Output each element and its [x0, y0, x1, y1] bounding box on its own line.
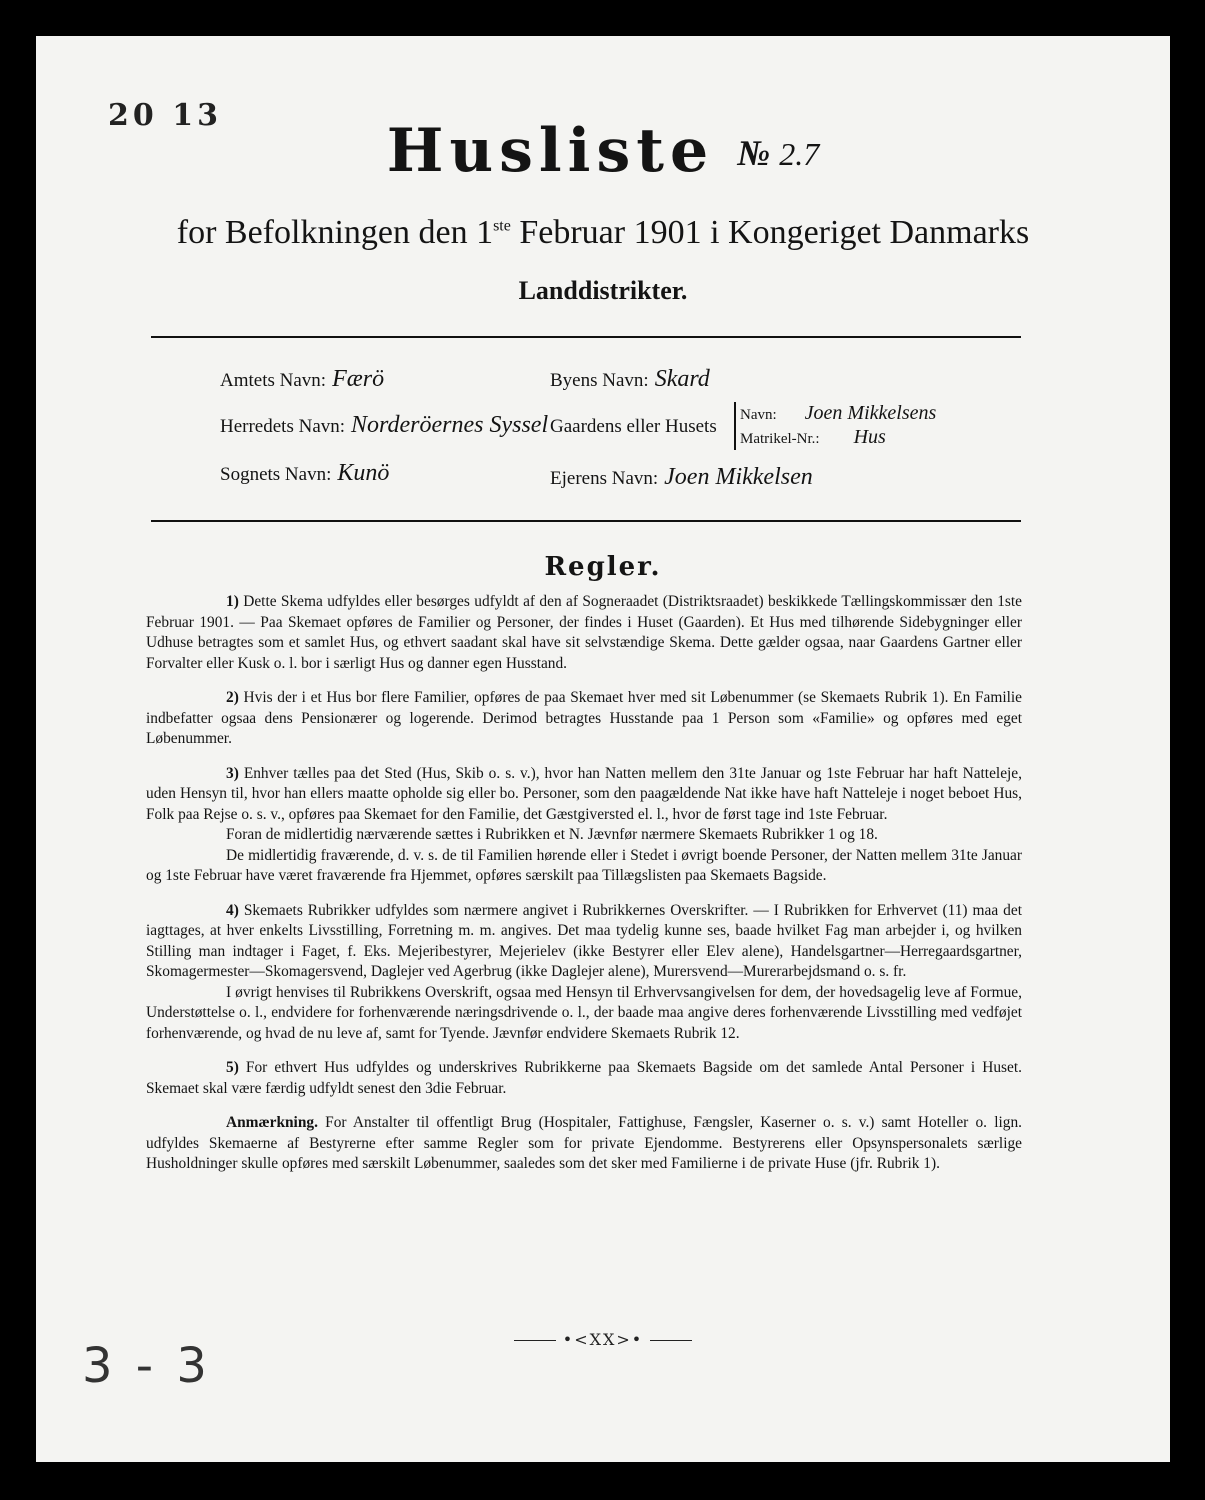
rule-5-text: For ethvert Hus udfyldes og underskrives Rubrikkerne paa Skemaets Bagside om det samlede Antal Personer i Huset. Skemaet skal være færdig udfyldt senest den 3die Februar.: [146, 1059, 1022, 1097]
amt-value: Færö: [332, 366, 385, 392]
number-sign: №: [737, 133, 771, 173]
by-field: [550, 366, 710, 393]
district-type: Landdistrikter.: [518, 276, 688, 305]
sogn-label: Sognets Navn:: [220, 464, 332, 485]
navn-label: Navn:: [740, 407, 777, 423]
by-label: Byens Navn:: [550, 370, 649, 391]
top-divider: [151, 336, 1021, 338]
title-row: [36, 116, 1170, 186]
ornament-glyph: •<XX>•: [562, 1330, 644, 1349]
navn-row: [740, 402, 936, 426]
by-value: Skard: [654, 366, 710, 392]
annotation-label: Anmærkning.: [226, 1114, 318, 1131]
rule-2-text: Hvis der i et Hus bor flere Familier, opføres de paa Skemaet hver med sit Løbenummer (se Skemaets Rubrik 1). En Familie indbefatter ogsaa dens Pensionærer og logerende. Derimod betragtes Husstande paa 1 Person som «Familie» og opføres med eget Løbenummer.: [146, 689, 1022, 747]
rule-3b: Foran de midlertidig nærværende sættes i Rubrikken et N. Jævnfør nærmere Skemaets Rubrikker 1 og 18.: [226, 826, 878, 843]
sogn-value: Kunö: [337, 460, 390, 486]
rule-2-number: 2): [226, 689, 239, 706]
herred-label: Herredets Navn:: [220, 416, 346, 437]
ornament-line-right: [650, 1340, 692, 1341]
rule-5-number: 5): [226, 1059, 239, 1076]
rule-4: [146, 901, 1022, 983]
subtitle-post: Februar 1901 i Kongeriget Danmarks: [510, 214, 1030, 251]
annotation: [146, 1113, 1022, 1175]
ornament-line-left: [514, 1340, 556, 1341]
herred-field: [220, 412, 548, 439]
rule-5: [146, 1058, 1022, 1099]
subtitle-pre: for Befolkningen den 1: [176, 214, 494, 251]
rules-text: [146, 592, 1022, 1189]
ejer-field: [550, 464, 813, 491]
rule-3-number: 3): [226, 764, 239, 782]
page-title: Husliste: [386, 116, 715, 186]
herred-value: Norderöernes Syssel: [351, 412, 549, 438]
rule-4b: I øvrigt henvises til Rubrikkens Overskrift, ogsaa med Hensyn til Erhvervsangivelsen for dem, der hovedsagelig leve af Formue, Understøttelse o. l., endvidere for forhenværende næringsdrivende o. l., der baade maa angive deres forhenværende Livsstilling med vedføjet forhenværende, og hvad de nu leve af, samt for Tyende. Jævnfør endvidere Skemaets Rubrik 12.: [146, 983, 1022, 1042]
rule-1: [146, 592, 1022, 674]
matrikel-value: Hus: [853, 426, 886, 448]
rule-1-number: 1): [226, 593, 239, 610]
list-number: [737, 132, 819, 174]
amt-field: [220, 366, 384, 393]
sogn-field: [220, 460, 389, 487]
handwritten-number: 3 - 3: [82, 1338, 211, 1394]
ejer-label: Ejerens Navn:: [550, 468, 659, 489]
rule-1-text: Dette Skema udfyldes eller besørges udfyldt af den af Sogneraadet (Distriktsraadet) beskikkede Tællingskommissær den 1ste Februar 1901. — Paa Skemaet opføres de Familier og Personer, der findes i Huset (Gaarden). Et Hus med tilhørende Sidebygninger eller Udhuse betragtes som et samlet Hus, og ethvert saadant skal have sit selvstændige Skema. Dette gælder ogsaa, naar Gaardens Gartner eller Forvalter eller Kusk o. l. bor i særligt Hus og danner egen Husstand.: [146, 593, 1022, 672]
gaard-label: Gaardens eller Husets: [550, 416, 717, 437]
corner-number: 20 13: [108, 98, 222, 133]
rule-3c: De midlertidig fraværende, d. v. s. de til Familien hørende eller i Stedet i øvrigt boende Personer, der Natten mellem 31te Januar og 1ste Februar have været fraværende fra Hjemmet, opføres særskilt paa Tillægslisten paa Skemaets Bagside.: [146, 846, 1022, 884]
list-number-value: 2.7: [779, 136, 820, 172]
matrikel-row: [740, 426, 936, 450]
amt-label: Amtets Navn:: [220, 370, 327, 391]
subtitle-sup: ste: [493, 217, 511, 235]
rule-3-text: Enhver tælles paa det Sted (Hus, Skib o. s. v.), hvor han Natten mellem den 31te Januar og 1ste Februar har haft Natteleje, uden Hensyn til, hvor han ellers maatte opholde sig eller bo. Personer, som den paagældende Nat ikke have haft Natteleje i noget beboet Hus, Folk paa Rejse o. s. v., opføres paa Skemaet for den Familie, det Gæstgiversted el. l., hvor de først tage ind 1ste Februar.: [146, 764, 1022, 823]
ejer-value: Joen Mikkelsen: [664, 464, 813, 490]
matrikel-label: Matrikel-Nr.:: [740, 431, 820, 447]
subtitle: [36, 214, 1170, 252]
rule-3: [146, 764, 1022, 826]
rule-4-text: Skemaets Rubrikker udfyldes som nærmere angivet i Rubrikkernes Overskrifter. — I Rubrikken for Erhvervet (11) maa det iagttages, at hver enkelts Livsstilling, Forretning m. m. angives. Det maa tydelig kunne ses, baade hvilket Fag man arbejder i, og hvilken Stilling man indtager i Faget, f. Eks. Mejeribestyrer, Mejerielev (ikke Bestyrer eller Elev alene), Handelsgartner—Herregaardsgartner, Skomagermester—Skomagersvend, Daglejer ved Agerbrug (ikke Daglejer alene), Murersvend—Murerarbejdsmand o. s. fr.: [146, 901, 1022, 980]
gaard-bracket: [734, 402, 936, 450]
fields-divider: [151, 520, 1021, 522]
rule-4-number: 4): [226, 901, 239, 919]
annotation-text: For Anstalter til offentligt Brug (Hospitaler, Fattighuse, Fængsler, Kaserner o. s. v.) samt Hoteller o. lign. udfyldes Skemaerne af Bestyrerne efter samme Regler som for private Ejendomme. Bestyrerens eller Opsynspersonalets særlige Husholdninger skulle opføres med særskilt Løbenummer, saaledes som det sker med Familierne i de private Huse (jfr. Rubrik 1).: [146, 1114, 1022, 1172]
navn-value: Joen Mikkelsens: [804, 402, 937, 424]
census-form-page: [36, 36, 1170, 1462]
rules-heading: Regler.: [544, 552, 662, 582]
rule-2: [146, 688, 1022, 750]
